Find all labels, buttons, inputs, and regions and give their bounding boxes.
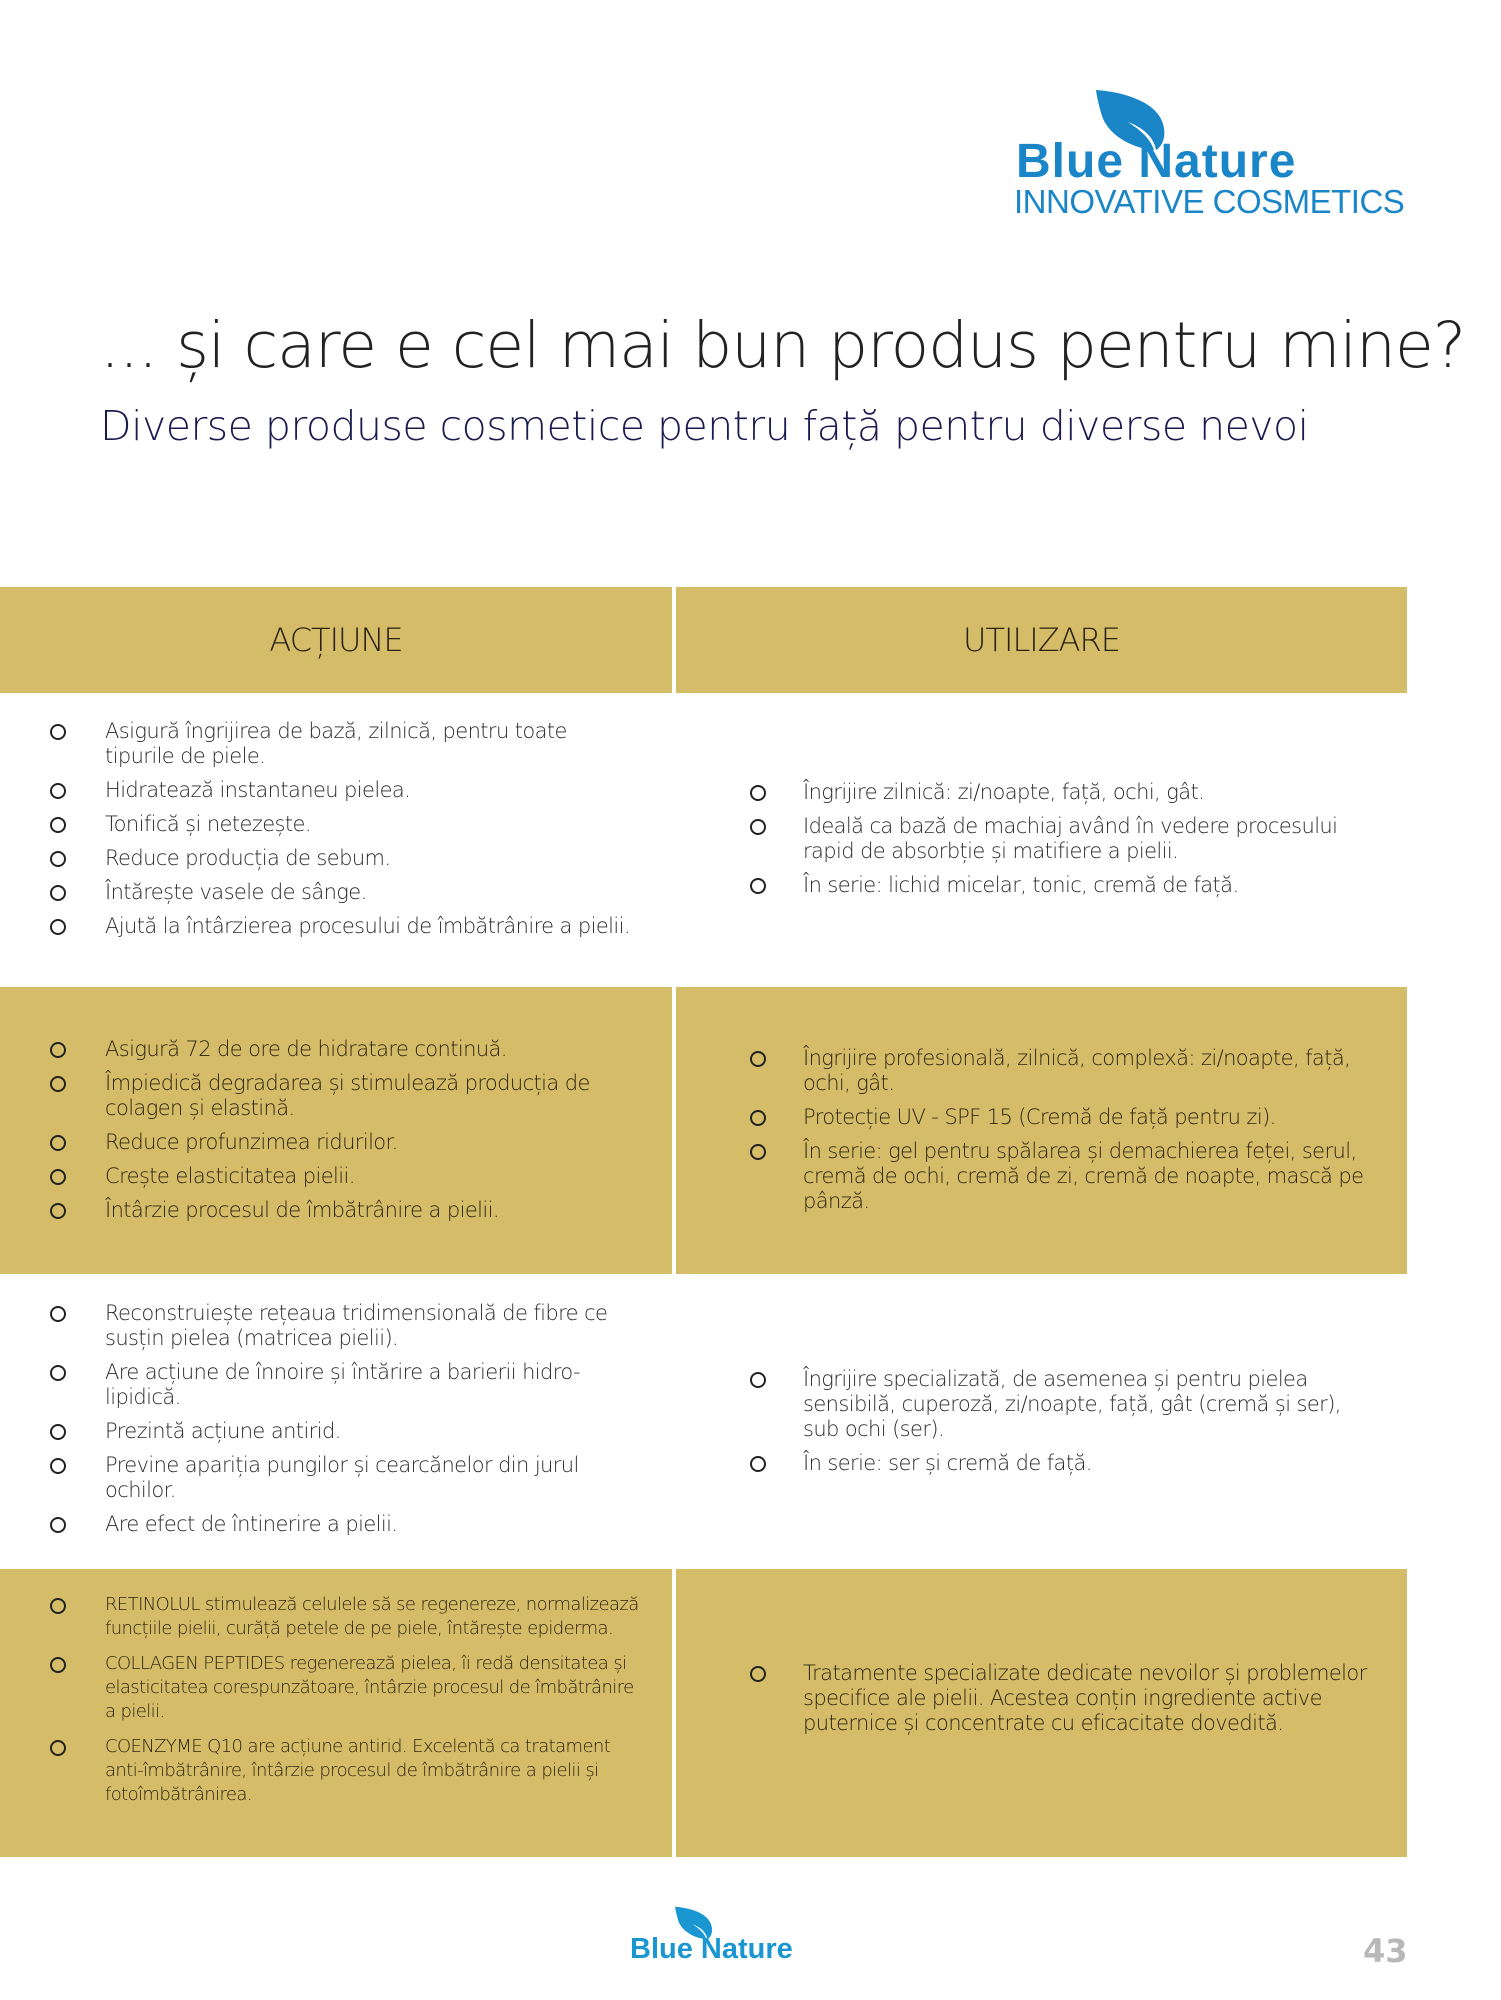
item-text: Crește elasticitatea pielii.: [105, 1164, 355, 1188]
list-item: [0, 846, 640, 871]
item-text: Asigură 72 de ore de hidratare continuă.: [105, 1037, 507, 1061]
list-item: [676, 1451, 1376, 1476]
circle-bullet-icon: [50, 1169, 66, 1185]
circle-bullet-icon: [50, 1365, 66, 1381]
list-item: [676, 873, 1376, 898]
brand-logo: [1010, 88, 1410, 223]
list-item: [676, 1105, 1376, 1130]
circle-bullet-icon: [750, 1666, 766, 1682]
item-text: Are acțiune de înnoire și întărire a barierii hidro-lipidică.: [105, 1360, 580, 1409]
item-text: Protecție UV - SPF 15 (Cremă de față pentru zi).: [803, 1105, 1276, 1129]
brand-name: Blue Nature: [1016, 135, 1297, 188]
item-text: În serie: ser și cremă de față.: [803, 1451, 1092, 1475]
list-item: [0, 1652, 640, 1724]
circle-bullet-icon: [50, 885, 66, 901]
circle-bullet-icon: [50, 851, 66, 867]
circle-bullet-icon: [750, 785, 766, 801]
circle-bullet-icon: [50, 1042, 66, 1058]
list-item: [0, 1360, 640, 1410]
item-text: Tonifică și netezește.: [105, 812, 311, 836]
column-header-label: UTILIZARE: [963, 621, 1120, 659]
item-text: În serie: gel pentru spălarea și demachierea feței, serul, cremă de ochi, cremă de zi, cremă de noapte, mască pe pânză.: [803, 1139, 1364, 1213]
list-item: [0, 1037, 640, 1062]
item-text: Ajută la întârzierea procesului de îmbătrânire a pielii.: [105, 914, 630, 938]
list-item: [0, 1130, 640, 1155]
page-subtitle: Diverse produse cosmetice pentru față pentru diverse nevoi: [100, 402, 1309, 450]
circle-bullet-icon: [50, 724, 66, 740]
table-header-row: [0, 587, 1407, 693]
item-text: Reconstruiește rețeaua tridimensională de fibre ce susțin pielea (matricea pielii).: [105, 1301, 608, 1350]
column-header-actiune: [0, 587, 672, 693]
list-item: [0, 778, 640, 803]
list-item: [0, 1198, 640, 1223]
footer-logo: [630, 1905, 860, 1975]
table-row: [0, 1569, 1407, 1857]
item-text: Reduce profunzimea ridurilor.: [105, 1130, 398, 1154]
circle-bullet-icon: [750, 878, 766, 894]
item-text: Reduce producția de sebum.: [105, 846, 391, 870]
utilizare-cell: [676, 1274, 1407, 1569]
circle-bullet-icon: [750, 1456, 766, 1472]
circle-bullet-icon: [50, 1657, 66, 1673]
utilizare-list: [676, 1661, 1376, 1745]
list-item: [0, 1164, 640, 1189]
circle-bullet-icon: [750, 1051, 766, 1067]
item-text: Hidratează instantaneu pielea.: [105, 778, 411, 802]
circle-bullet-icon: [50, 817, 66, 833]
utilizare-list: [676, 780, 1376, 907]
item-text: Întărește vasele de sânge.: [105, 880, 367, 904]
actiune-list: [0, 1037, 640, 1232]
item-text: Asigură îngrijirea de bază, zilnică, pentru toate tipurile de piele.: [105, 719, 567, 768]
actiune-list: [0, 1301, 640, 1546]
circle-bullet-icon: [50, 783, 66, 799]
item-text: Tratamente specializate dedicate nevoilor și problemelor specifice ale pielii. Acestea conțin ingrediente active puternice și concentrate cu eficacitate dovedită.: [803, 1661, 1367, 1735]
item-text: Previne apariția pungilor și cearcănelor din jurul ochilor.: [105, 1453, 579, 1502]
item-text: Are efect de întinerire a pielii.: [105, 1512, 398, 1536]
list-item: [0, 1453, 640, 1503]
list-item: [0, 719, 640, 769]
circle-bullet-icon: [750, 1144, 766, 1160]
list-item: [0, 1301, 640, 1351]
circle-bullet-icon: [50, 1135, 66, 1151]
item-text: Prezintă acțiune antirid.: [105, 1419, 341, 1443]
list-item: [676, 1661, 1376, 1736]
circle-bullet-icon: [50, 1076, 66, 1092]
product-comparison-table: [0, 587, 1407, 1857]
table-row: [0, 987, 1407, 1274]
utilizare-cell: [676, 1569, 1407, 1857]
circle-bullet-icon: [50, 1598, 66, 1614]
actiune-cell: [0, 693, 672, 987]
list-item: [676, 1367, 1376, 1442]
brand-tagline: INNOVATIVE COSMETICS: [1014, 183, 1405, 220]
list-item: [0, 1735, 640, 1807]
utilizare-list: [676, 1046, 1376, 1223]
item-text: Îngrijire zilnică: zi/noapte, față, ochi, gât.: [803, 780, 1205, 804]
circle-bullet-icon: [50, 1517, 66, 1533]
list-item: [0, 1512, 640, 1537]
item-text: Îngrijire profesională, zilnică, complexă: zi/noapte, față, ochi, gât.: [803, 1046, 1351, 1095]
item-text: COLLAGEN PEPTIDES regenerează pielea, îi redă densitatea și elasticitatea corespunzătoare, întârzie procesul de îmbătrânire a pielii.: [105, 1653, 634, 1722]
item-text: RETINOLUL stimulează celulele să se regenereze, normalizează funcțiile pielii, curăță petele de pe piele, întărește epiderma.: [105, 1594, 639, 1639]
footer-brand-name: Blue Nature: [630, 1933, 793, 1965]
actiune-list: [0, 1593, 640, 1818]
circle-bullet-icon: [50, 1424, 66, 1440]
list-item: [0, 880, 640, 905]
item-text: Împiedică degradarea și stimulează producția de colagen și elastină.: [105, 1071, 590, 1120]
item-text: Ideală ca bază de machiaj având în vedere procesului rapid de absorbție și matifiere a pielii.: [803, 814, 1338, 863]
actiune-list: [0, 719, 640, 948]
item-text: COENZYME Q10 are acțiune antirid. Excelentă ca tratament anti-îmbătrânire, întârzie procesul de îmbătrânire a pielii și fotoîmbătrânirea.: [105, 1736, 611, 1805]
page-number: 43: [1363, 1932, 1408, 1970]
list-item: [0, 812, 640, 837]
actiune-cell: [0, 1569, 672, 1857]
list-item: [676, 1046, 1376, 1096]
item-text: Întârzie procesul de îmbătrânire a pielii.: [105, 1198, 499, 1222]
utilizare-list: [676, 1367, 1376, 1485]
circle-bullet-icon: [750, 1110, 766, 1126]
list-item: [0, 1071, 640, 1121]
item-text: În serie: lichid micelar, tonic, cremă de față.: [803, 873, 1239, 897]
list-item: [676, 780, 1376, 805]
circle-bullet-icon: [50, 1203, 66, 1219]
circle-bullet-icon: [750, 1372, 766, 1388]
circle-bullet-icon: [50, 919, 66, 935]
circle-bullet-icon: [50, 1458, 66, 1474]
table-row: [0, 693, 1407, 987]
column-header-utilizare: [676, 587, 1407, 693]
list-item: [0, 1419, 640, 1444]
circle-bullet-icon: [50, 1740, 66, 1756]
item-text: Îngrijire specializată, de asemenea și pentru pielea sensibilă, cuperoză, zi/noapte, față, gât (cremă și ser), sub ochi (ser).: [803, 1367, 1341, 1441]
actiune-cell: [0, 1274, 672, 1569]
table-row: [0, 1274, 1407, 1569]
list-item: [0, 914, 640, 939]
actiune-cell: [0, 987, 672, 1274]
list-item: [676, 1139, 1376, 1214]
list-item: [0, 1593, 640, 1641]
circle-bullet-icon: [50, 1306, 66, 1322]
list-item: [676, 814, 1376, 864]
page-title: ... și care e cel mai bun produs pentru mine?: [100, 309, 1466, 382]
circle-bullet-icon: [750, 819, 766, 835]
column-header-label: ACȚIUNE: [269, 621, 403, 659]
utilizare-cell: [676, 987, 1407, 1274]
utilizare-cell: [676, 693, 1407, 987]
